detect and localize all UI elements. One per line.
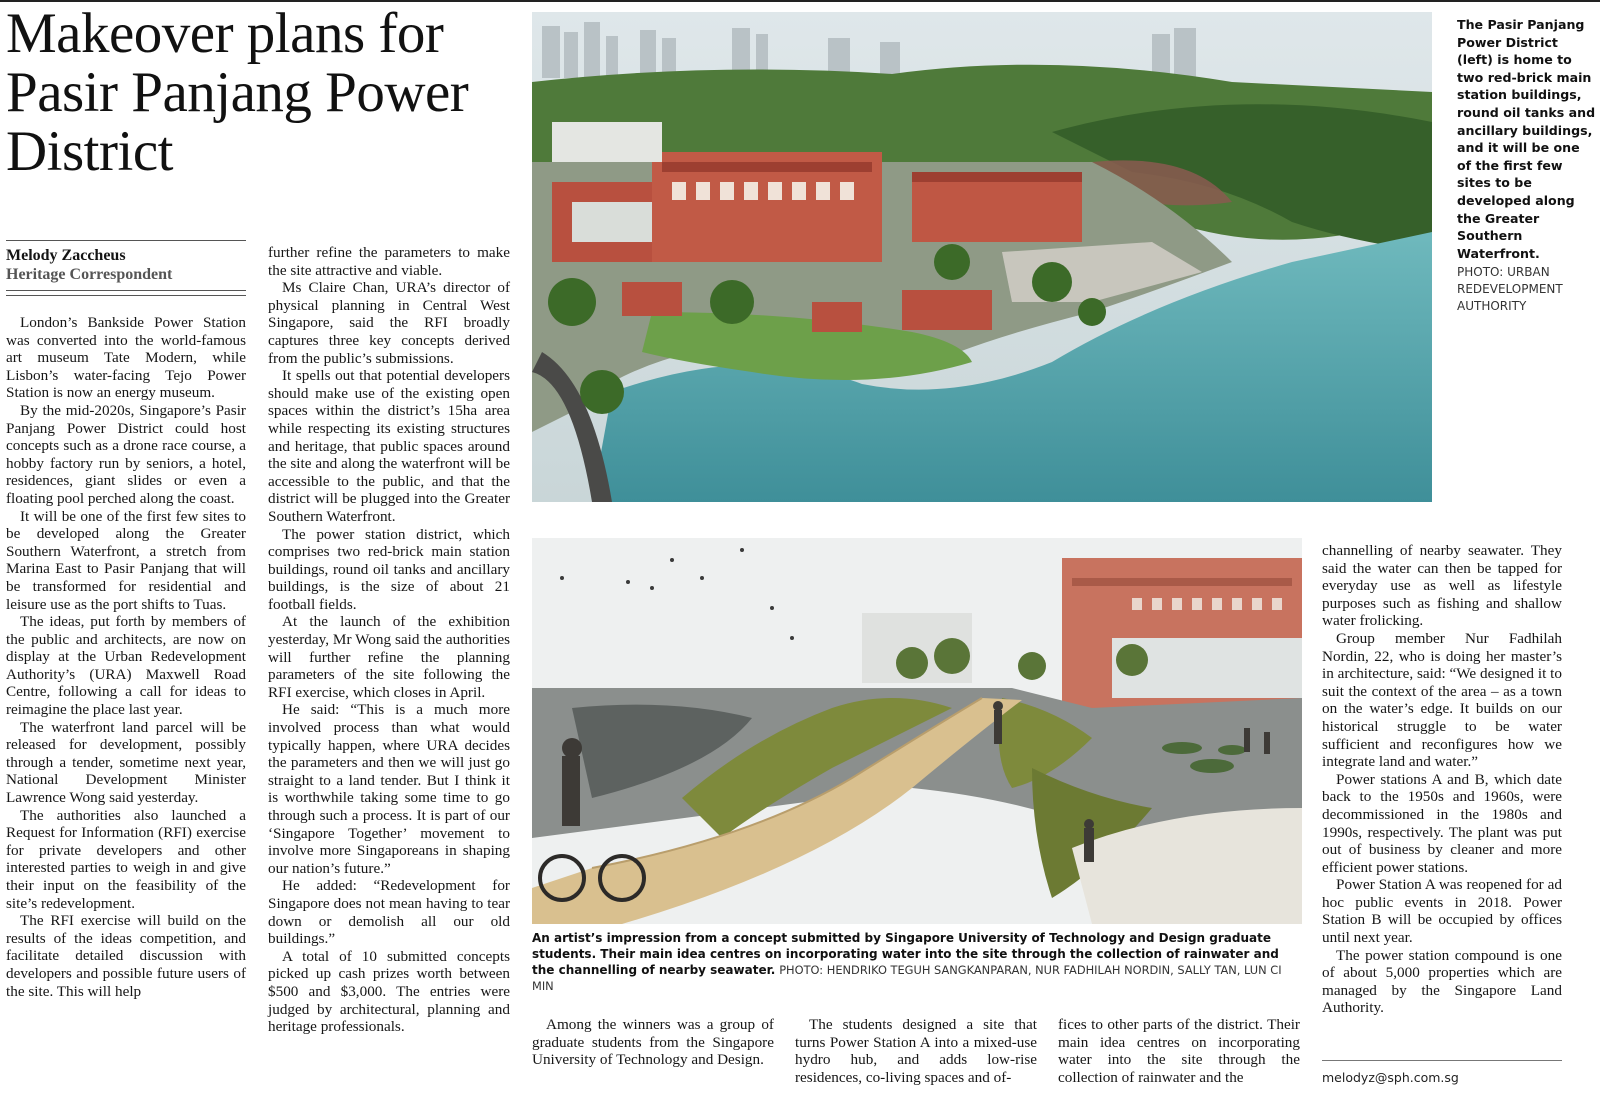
photo-credit: PHOTO: URBAN REDEVELOPMENT AUTHORITY: [1457, 265, 1563, 314]
artist-impression-caption: [532, 930, 1304, 994]
paragraph: Power stations A and B, which date back to the 1950s and 1960s, were decommissioned in the 1980s and 1990s, respectively. The plant was put out of business by cleaner and more efficient power stations.: [1322, 770, 1562, 876]
aerial-photo-caption: [1457, 16, 1597, 315]
paragraph: channelling of nearby seawater. They said the water can then be tapped for everyday use as well as lifestyle purposes such as fishing and shallow water frolicking.: [1322, 542, 1562, 630]
paragraph: At the launch of the exhibition yesterday, Mr Wong said the authorities will further refine the planning parameters of the site following the RFI exercise, which closes in April.: [268, 613, 510, 701]
paragraph: Ms Claire Chan, URA’s director of physical planning in Central West Singapore, said the RFI broadly captures three key concepts derived from the public’s submissions.: [268, 279, 510, 367]
caption-text: The Pasir Panjang Power District (left) is home to two red-brick main station buildings, round oil tanks and ancillary buildings, and it will be one of the first few sites to be developed along the Greater Southern Waterfront.: [1457, 17, 1596, 261]
paragraph: The authorities also launched a Request for Information (RFI) exercise for private developers and other interested parties to weigh in and give their input on the feasibility of the site’s redevelopment.: [6, 806, 246, 912]
paragraph: Power Station A was reopened for ad hoc public events in 2018. Power Station B will be occupied by offices until next year.: [1322, 876, 1562, 947]
article-column-3: [532, 1016, 774, 1069]
email-divider: [1322, 1060, 1562, 1061]
article-column-2: [268, 244, 510, 1060]
paragraph: fices to other parts of the district. Their main idea centres on incorporating water into the site through the collection of rainwater and the: [1058, 1016, 1300, 1086]
article-column-4: [795, 1016, 1037, 1086]
author-role: Heritage Correspondent: [6, 266, 173, 283]
paragraph: By the mid-2020s, Singapore’s Pasir Panjang Power District could host concepts such as a drone race course, a hobby factory run by seniors, a hotel, residences, giant slides or even a floating pool perched along the coast.: [6, 401, 246, 507]
paragraph: The students designed a site that turns Power Station A into a mixed-use hydro hub, and adds low-rise residences, co-living spaces and of-: [795, 1016, 1037, 1086]
headline: Makeover plans for Pasir Panjang Power District: [6, 2, 469, 183]
artist-impression-image: [532, 538, 1302, 924]
paragraph: The ideas, put forth by members of the public and architects, are now on display at the Urban Redevelopment Authority’s (URA) Maxwell Road Centre, following a call for ideas to reimagine the place last year.: [6, 613, 246, 719]
paragraph: The power station district, which comprises two red-brick main station buildings, round oil tanks and ancillary buildings, is the size of about 21 football fields.: [268, 525, 510, 613]
paragraph: He added: “Redevelopment for Singapore does not mean having to tear down or demolish all our old buildings.”: [268, 877, 510, 948]
paragraph: It spells out that potential developers should make use of the existing open spaces within the district’s 15ha area while respecting its existing structures and heritage, that public spaces around the site and along the waterfront will be accessible to the public, and that the district will be plugged into the Greater Southern Waterfront.: [268, 367, 510, 525]
article-column-1: [6, 314, 246, 1060]
paragraph: The power station compound is one of about 5,000 properties which are managed by the Singapore Land Authority.: [1322, 946, 1562, 1017]
caption-text: An artist’s impression from a concept submitted by Singapore University of Technology and Design graduate students. Their main idea centres on incorporating water into the site through the collection of rainwater and the channelling of nearby seawater.: [532, 931, 1279, 977]
aerial-photo: [532, 12, 1432, 502]
byline: [6, 240, 246, 296]
paragraph: further refine the parameters to make the site attractive and viable.: [268, 244, 510, 279]
paragraph: Among the winners was a group of graduate students from the Singapore University of Technology and Design.: [532, 1016, 774, 1069]
byline-double-rule: [6, 290, 246, 296]
paragraph: He said: “This is a much more involved process than what would typically happen, where URA decides the parameters and then we will just go straight to a land tender. But I think it is worthwhile taking some time to go through such a process. It is part of our ‘Singapore Together’ movement to involve more Singaporeans in shaping our nation’s future.”: [268, 701, 510, 877]
article-column-5: [1058, 1016, 1300, 1086]
author-name: Melody Zaccheus: [6, 247, 126, 264]
author-email[interactable]: melodyz@sph.com.sg: [1322, 1070, 1459, 1085]
paragraph: It will be one of the first few sites to be developed along the Greater Southern Waterfront, a stretch from Marina East to Pasir Panjang that will be transformed for residential and leisure use as the port shifts to Tuas.: [6, 507, 246, 613]
paragraph: A total of 10 submitted concepts picked up cash prizes worth between $500 and $3,000. The entries were judged by architectural, planning and heritage professionals.: [268, 947, 510, 1036]
paragraph: Group member Nur Fadhilah Nordin, 22, who is doing her master’s in architecture, said: “We designed it to suit the context of the area – as a town on the water’s edge. It builds on our historical struggle to be water sufficient and reconfigures how we integrate land and water.”: [1322, 629, 1562, 771]
photo-credit: PHOTO: HENDRIKO TEGUH SANGKANPARAN, NUR FADHILAH NORDIN, SALLY TAN, LUN CI MIN: [532, 963, 1282, 993]
article-column-6: [1322, 542, 1562, 1054]
paragraph: The RFI exercise will build on the results of the ideas competition, and facilitate detailed discussion with developers and possible future users of the site. This will help: [6, 912, 246, 1000]
paragraph: The waterfront land parcel will be released for development, possibly through a tender, sometime next year, National Development Minister Lawrence Wong said yesterday.: [6, 718, 246, 807]
paragraph: London’s Bankside Power Station was converted into the world-famous art museum Tate Modern, while Lisbon’s water-facing Tejo Power Station is now an energy museum.: [6, 314, 246, 402]
